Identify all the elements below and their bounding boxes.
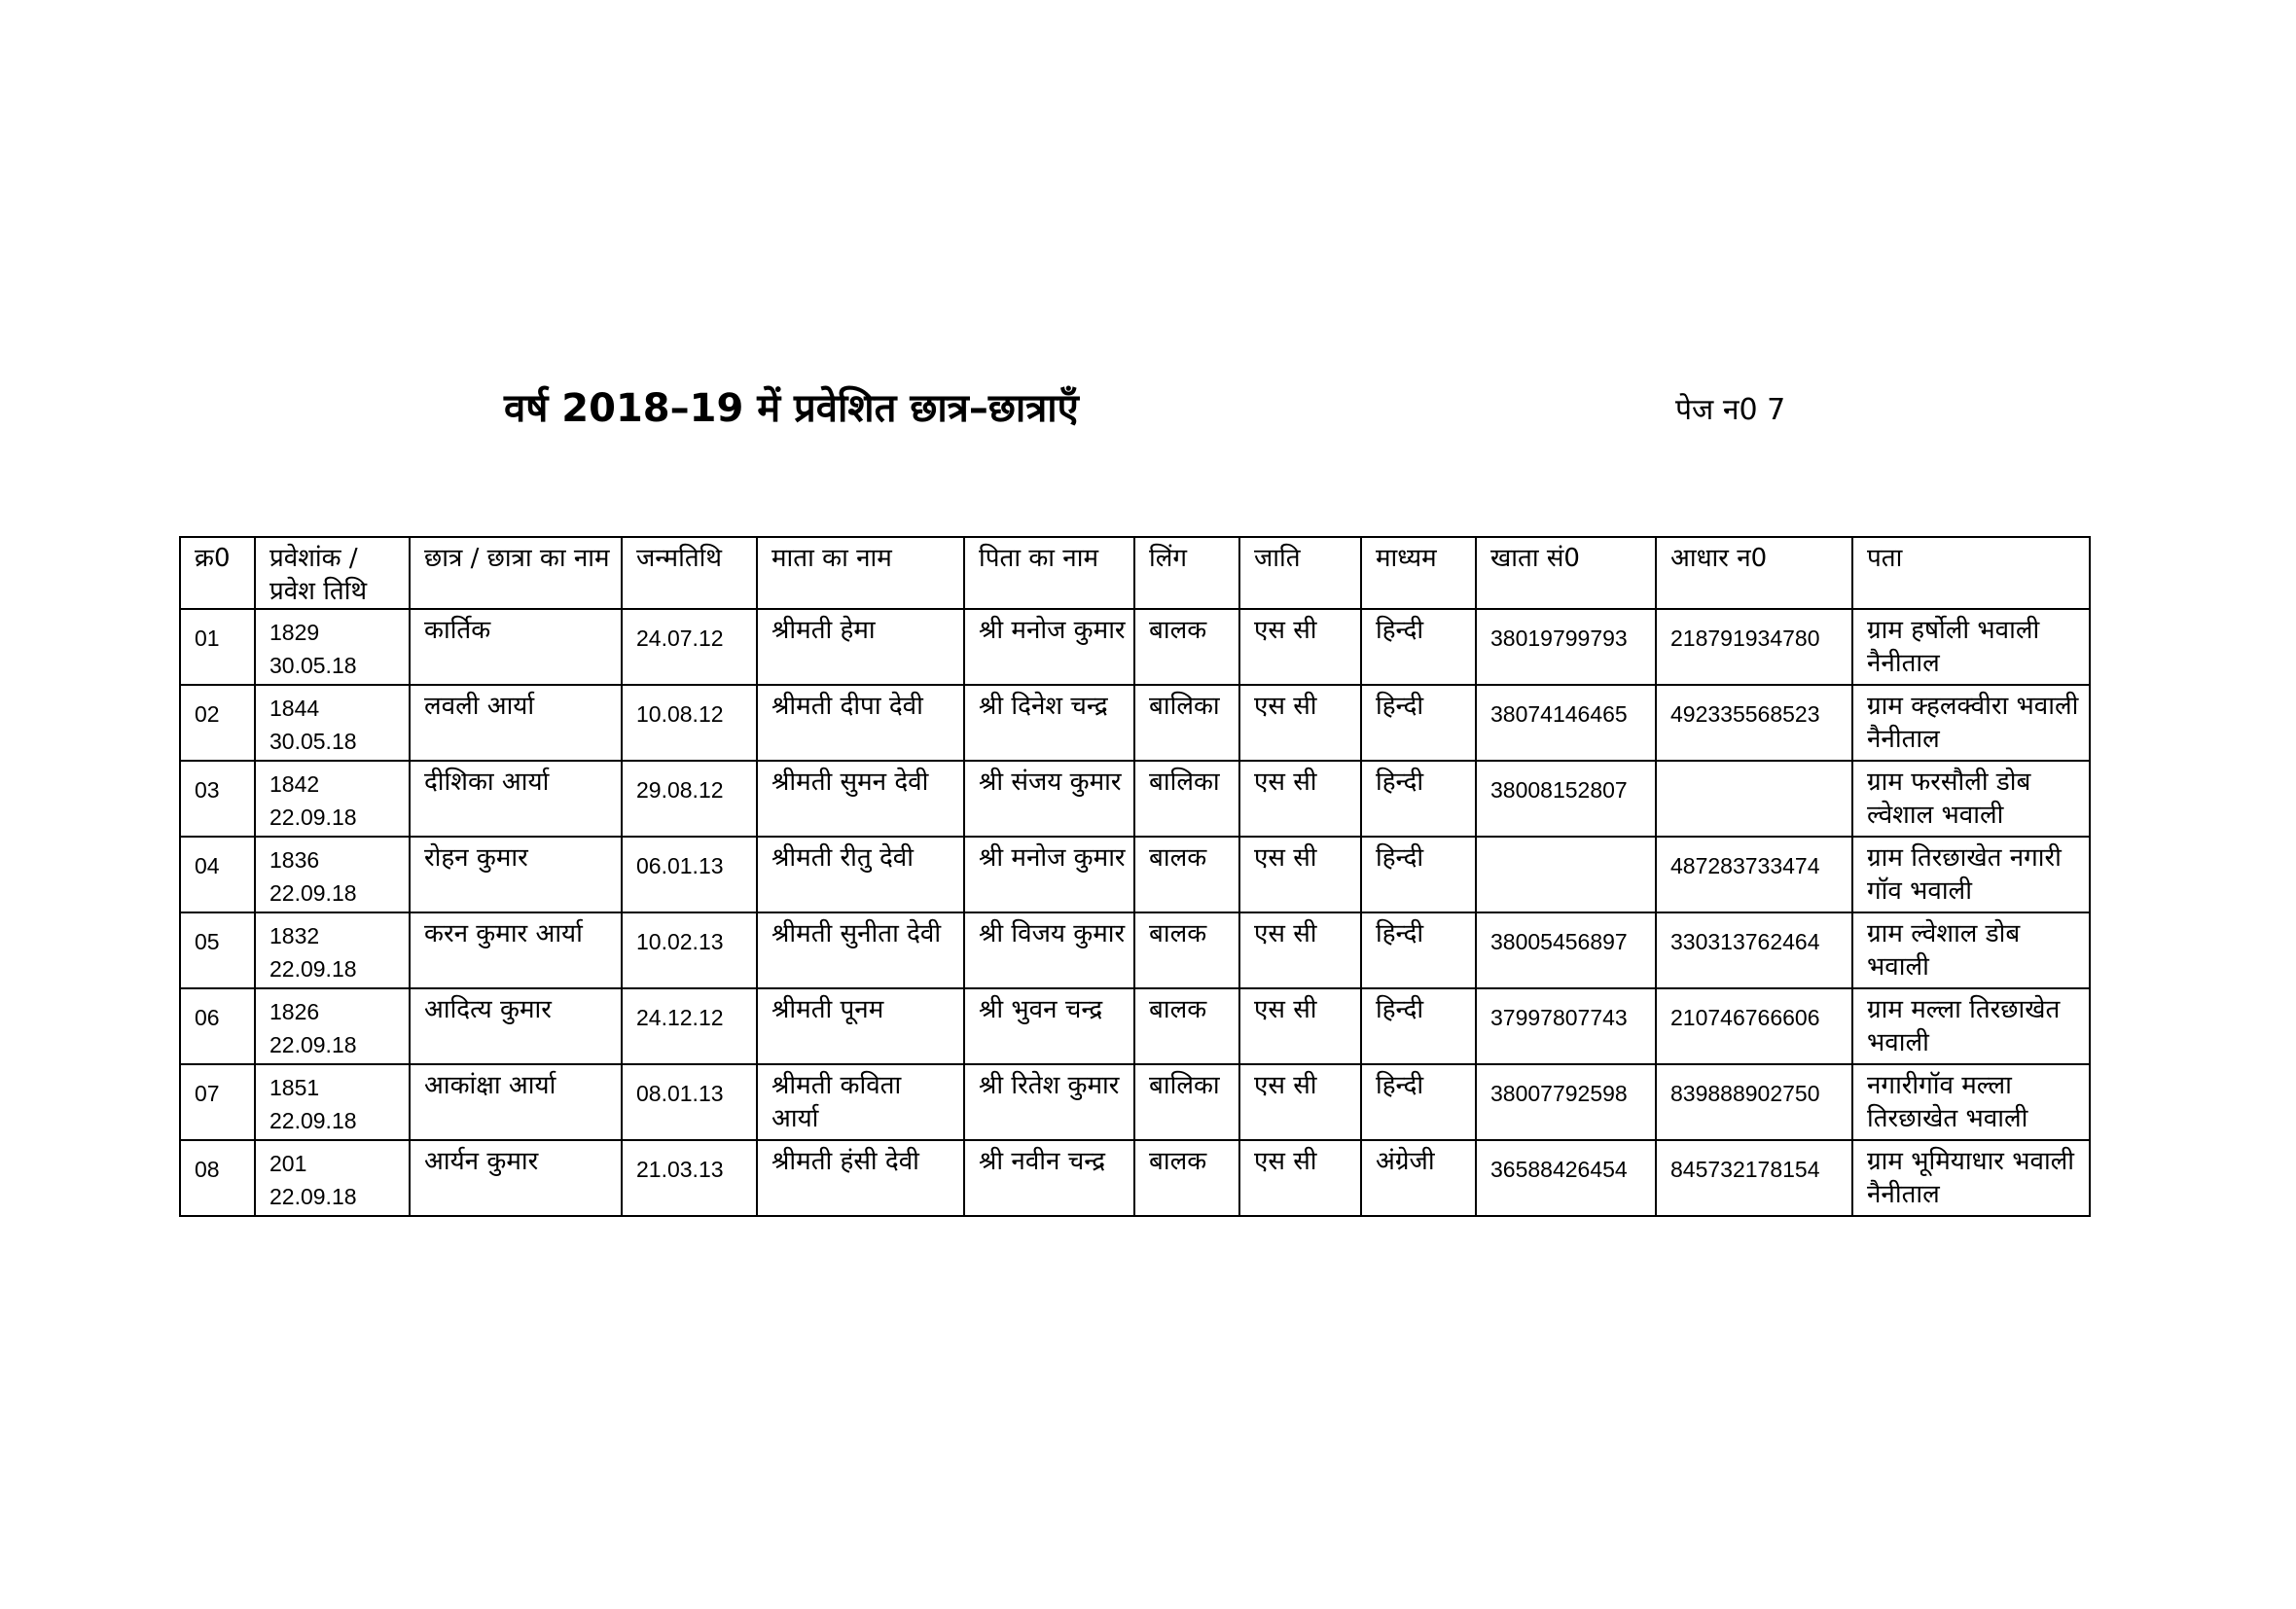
admission-number: 1842	[269, 771, 320, 797]
cell-address: ग्राम मल्ला तिरछाखेत भवाली	[1852, 988, 2090, 1064]
cell-serial: 02	[180, 685, 255, 761]
admission-number: 1851	[269, 1075, 320, 1100]
header-aadhar: आधार न0	[1656, 537, 1852, 609]
cell-gender: बालिका	[1134, 1064, 1239, 1140]
cell-mother-name: श्रीमती पूनम	[757, 988, 964, 1064]
cell-medium: हिन्दी	[1361, 912, 1476, 988]
cell-account: 38008152807	[1476, 761, 1656, 837]
admission-date: 30.05.18	[269, 729, 357, 754]
header-account: खाता सं0	[1476, 537, 1656, 609]
cell-student-name: दीशिका आर्या	[410, 761, 622, 837]
admission-date: 22.09.18	[269, 1032, 357, 1057]
cell-dob: 08.01.13	[622, 1064, 757, 1140]
cell-serial: 08	[180, 1140, 255, 1216]
page-number: पेज न0 7	[1675, 393, 1786, 427]
admission-date: 22.09.18	[269, 956, 357, 982]
cell-mother-name: श्रीमती कविता आर्या	[757, 1064, 964, 1140]
cell-serial: 01	[180, 609, 255, 685]
admission-date: 22.09.18	[269, 1108, 357, 1133]
cell-medium: हिन्दी	[1361, 1064, 1476, 1140]
cell-address: ग्राम तिरछाखेत नगारी गॉव भवाली	[1852, 837, 2090, 912]
cell-admission	[255, 912, 410, 988]
table-row	[180, 1140, 2090, 1216]
cell-medium: अंग्रेजी	[1361, 1140, 1476, 1216]
cell-medium: हिन्दी	[1361, 685, 1476, 761]
table-row	[180, 761, 2090, 837]
header-address: पता	[1852, 537, 2090, 609]
table-row	[180, 837, 2090, 912]
cell-account: 37997807743	[1476, 988, 1656, 1064]
header-medium: माध्यम	[1361, 537, 1476, 609]
table-row	[180, 1064, 2090, 1140]
cell-caste: एस सी	[1239, 912, 1361, 988]
cell-father-name: श्री रितेश कुमार	[964, 1064, 1134, 1140]
cell-address: ग्राम क्हलक्वीरा भवाली नैनीताल	[1852, 685, 2090, 761]
admission-number: 1832	[269, 923, 320, 948]
cell-dob: 24.12.12	[622, 988, 757, 1064]
table-header-row	[180, 537, 2090, 609]
cell-medium: हिन्दी	[1361, 837, 1476, 912]
cell-account: 36588426454	[1476, 1140, 1656, 1216]
cell-address: ग्राम भूमियाधार भवाली नैनीताल	[1852, 1140, 2090, 1216]
cell-admission	[255, 685, 410, 761]
cell-aadhar	[1656, 761, 1852, 837]
cell-mother-name: श्रीमती रीतु देवी	[757, 837, 964, 912]
cell-student-name: कार्तिक	[410, 609, 622, 685]
cell-gender: बालिका	[1134, 761, 1239, 837]
cell-dob: 06.01.13	[622, 837, 757, 912]
cell-serial: 06	[180, 988, 255, 1064]
cell-serial: 05	[180, 912, 255, 988]
header-admission: प्रवेशांक / प्रवेश तिथि	[255, 537, 410, 609]
cell-father-name: श्री भुवन चन्द्र	[964, 988, 1134, 1064]
student-admission-table	[179, 536, 2091, 1217]
admission-number: 1844	[269, 696, 320, 721]
cell-gender: बालक	[1134, 609, 1239, 685]
admission-number: 1826	[269, 999, 320, 1024]
cell-address: ग्राम हर्षोली भवाली नैनीताल	[1852, 609, 2090, 685]
cell-gender: बालक	[1134, 912, 1239, 988]
cell-aadhar: 839888902750	[1656, 1064, 1852, 1140]
cell-address: नगारीगॉव मल्ला तिरछाखेत भवाली	[1852, 1064, 2090, 1140]
cell-admission	[255, 1064, 410, 1140]
cell-student-name: लवली आर्या	[410, 685, 622, 761]
cell-medium: हिन्दी	[1361, 988, 1476, 1064]
cell-student-name: आर्यन कुमार	[410, 1140, 622, 1216]
cell-gender: बालक	[1134, 837, 1239, 912]
admission-date: 30.05.18	[269, 653, 357, 678]
admission-date: 22.09.18	[269, 880, 357, 906]
cell-student-name: रोहन कुमार	[410, 837, 622, 912]
cell-father-name: श्री विजय कुमार	[964, 912, 1134, 988]
table-row	[180, 609, 2090, 685]
cell-caste: एस सी	[1239, 837, 1361, 912]
cell-medium: हिन्दी	[1361, 609, 1476, 685]
cell-admission	[255, 988, 410, 1064]
cell-account	[1476, 837, 1656, 912]
cell-admission	[255, 837, 410, 912]
cell-medium: हिन्दी	[1361, 761, 1476, 837]
cell-caste: एस सी	[1239, 1064, 1361, 1140]
cell-caste: एस सी	[1239, 761, 1361, 837]
cell-father-name: श्री मनोज कुमार	[964, 609, 1134, 685]
cell-father-name: श्री संजय कुमार	[964, 761, 1134, 837]
cell-gender: बालक	[1134, 988, 1239, 1064]
cell-caste: एस सी	[1239, 609, 1361, 685]
cell-caste: एस सी	[1239, 685, 1361, 761]
cell-mother-name: श्रीमती हंसी देवी	[757, 1140, 964, 1216]
cell-caste: एस सी	[1239, 988, 1361, 1064]
cell-account: 38007792598	[1476, 1064, 1656, 1140]
header-mother-name: माता का नाम	[757, 537, 964, 609]
cell-gender: बालक	[1134, 1140, 1239, 1216]
cell-dob: 10.02.13	[622, 912, 757, 988]
cell-dob: 21.03.13	[622, 1140, 757, 1216]
cell-serial: 07	[180, 1064, 255, 1140]
cell-father-name: श्री दिनेश चन्द्र	[964, 685, 1134, 761]
cell-father-name: श्री मनोज कुमार	[964, 837, 1134, 912]
cell-father-name: श्री नवीन चन्द्र	[964, 1140, 1134, 1216]
cell-aadhar: 487283733474	[1656, 837, 1852, 912]
cell-student-name: आकांक्षा आर्या	[410, 1064, 622, 1140]
cell-aadhar: 845732178154	[1656, 1140, 1852, 1216]
table-row	[180, 912, 2090, 988]
admission-number: 1836	[269, 847, 320, 873]
header-gender: लिंग	[1134, 537, 1239, 609]
cell-mother-name: श्रीमती दीपा देवी	[757, 685, 964, 761]
cell-aadhar: 218791934780	[1656, 609, 1852, 685]
cell-dob: 29.08.12	[622, 761, 757, 837]
cell-address: ग्राम फरसौली डोब ल्वेशाल भवाली	[1852, 761, 2090, 837]
cell-address: ग्राम ल्वेशाल डोब भवाली	[1852, 912, 2090, 988]
admission-number: 201	[269, 1151, 307, 1176]
document-title: वर्ष 2018–19 में प्रवेशित छात्र–छात्राएँ	[504, 386, 1079, 431]
admission-number: 1829	[269, 620, 320, 645]
cell-aadhar: 330313762464	[1656, 912, 1852, 988]
cell-admission	[255, 1140, 410, 1216]
header-dob: जन्मतिथि	[622, 537, 757, 609]
cell-dob: 10.08.12	[622, 685, 757, 761]
cell-serial: 04	[180, 837, 255, 912]
cell-admission	[255, 761, 410, 837]
cell-serial: 03	[180, 761, 255, 837]
cell-gender: बालिका	[1134, 685, 1239, 761]
cell-mother-name: श्रीमती हेमा	[757, 609, 964, 685]
header-student-name: छात्र / छात्रा का नाम	[410, 537, 622, 609]
cell-account: 38019799793	[1476, 609, 1656, 685]
cell-student-name: करन कुमार आर्या	[410, 912, 622, 988]
cell-account: 38005456897	[1476, 912, 1656, 988]
cell-mother-name: श्रीमती सुमन देवी	[757, 761, 964, 837]
cell-caste: एस सी	[1239, 1140, 1361, 1216]
admission-date: 22.09.18	[269, 1184, 357, 1209]
header-father-name: पिता का नाम	[964, 537, 1134, 609]
cell-student-name: आदित्य कुमार	[410, 988, 622, 1064]
table-row	[180, 685, 2090, 761]
header-caste: जाति	[1239, 537, 1361, 609]
admission-date: 22.09.18	[269, 804, 357, 830]
cell-mother-name: श्रीमती सुनीता देवी	[757, 912, 964, 988]
cell-dob: 24.07.12	[622, 609, 757, 685]
cell-account: 38074146465	[1476, 685, 1656, 761]
table-row	[180, 988, 2090, 1064]
cell-admission	[255, 609, 410, 685]
header-serial: क्र0	[180, 537, 255, 609]
cell-aadhar: 210746766606	[1656, 988, 1852, 1064]
cell-aadhar: 492335568523	[1656, 685, 1852, 761]
